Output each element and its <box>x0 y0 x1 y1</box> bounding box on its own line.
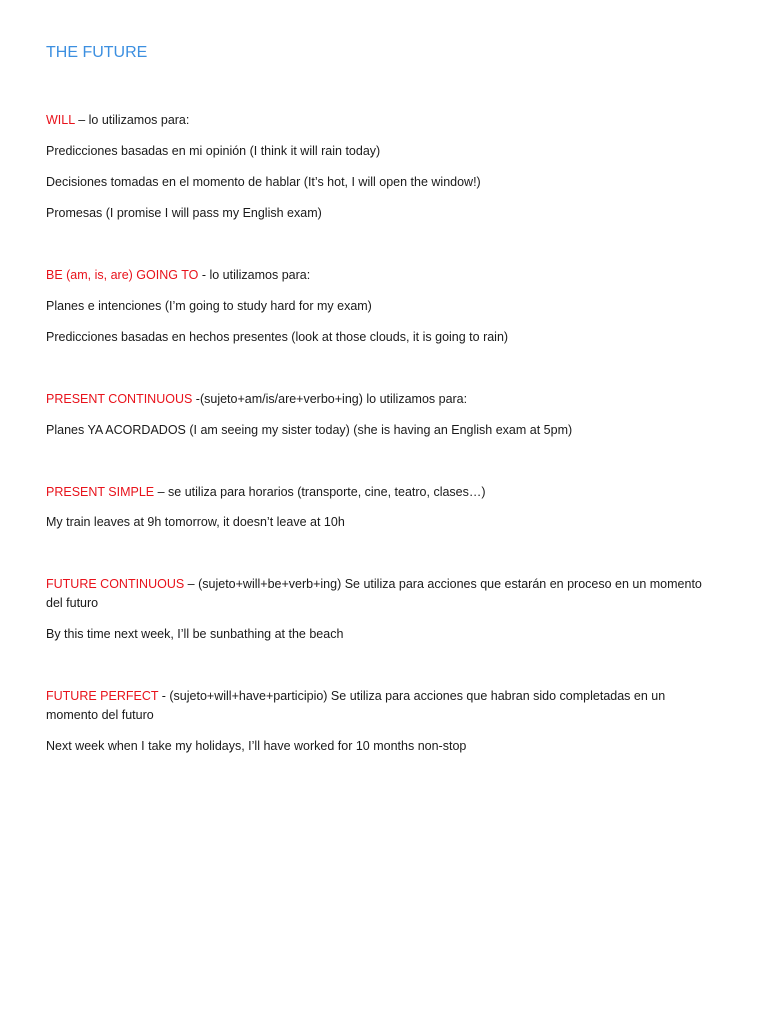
section-keyword: FUTURE CONTINUOUS <box>46 577 185 591</box>
section-keyword: PRESENT CONTINUOUS <box>46 392 193 406</box>
section-line: Planes e intenciones (I’m going to study hard for my exam) <box>46 299 372 313</box>
section-line: My train leaves at 9h tomorrow, it doesn’t leave at 10h <box>46 515 345 529</box>
section-line: Decisiones tomadas en el momento de hablar (It’s hot, I will open the window!) <box>46 175 481 189</box>
section-heading-present-simple <box>46 483 486 502</box>
section-line: Promesas (I promise I will pass my English exam) <box>46 206 322 220</box>
document-title: THE FUTURE <box>46 44 148 61</box>
section-line: Next week when I take my holidays, I’ll have worked for 10 months non-stop <box>46 739 467 753</box>
section-keyword: PRESENT SIMPLE <box>46 485 155 499</box>
section-heading-rest: – (sujeto+will+be+verb+ing) Se utiliza para acciones que estarán en proceso en un momento del futuro <box>46 577 702 610</box>
section-line: Planes YA ACORDADOS (I am seeing my sister today) (she is having an English exam at 5pm) <box>46 423 573 437</box>
section-keyword: BE (am, is, are) GOING TO <box>46 268 199 282</box>
section-line: By this time next week, I’ll be sunbathing at the beach <box>46 627 344 641</box>
section-line: Predicciones basadas en mi opinión (I think it will rain today) <box>46 144 381 158</box>
section-heading-rest: – se utiliza para horarios (transporte, cine, teatro, clases…) <box>154 485 486 499</box>
section-heading-future-perfect <box>46 687 716 725</box>
section-line: Predicciones basadas en hechos presentes (look at those clouds, it is going to rain) <box>46 330 509 344</box>
section-keyword: WILL <box>46 113 75 127</box>
section-keyword: FUTURE PERFECT <box>46 689 159 703</box>
section-heading-future-continuous <box>46 575 716 613</box>
section-heading-rest: – lo utilizamos para: <box>74 113 190 127</box>
section-heading-going-to <box>46 266 310 285</box>
section-heading-rest: - (sujeto+will+have+participio) Se utiliza para acciones que habran sido completadas en un momento del futuro <box>46 689 666 722</box>
section-heading-rest: -(sujeto+am/is/are+verbo+ing) lo utilizamos para: <box>192 392 468 406</box>
section-heading-present-continuous <box>46 390 467 409</box>
section-heading-rest: - lo utilizamos para: <box>198 268 311 282</box>
section-heading-will <box>46 111 189 130</box>
